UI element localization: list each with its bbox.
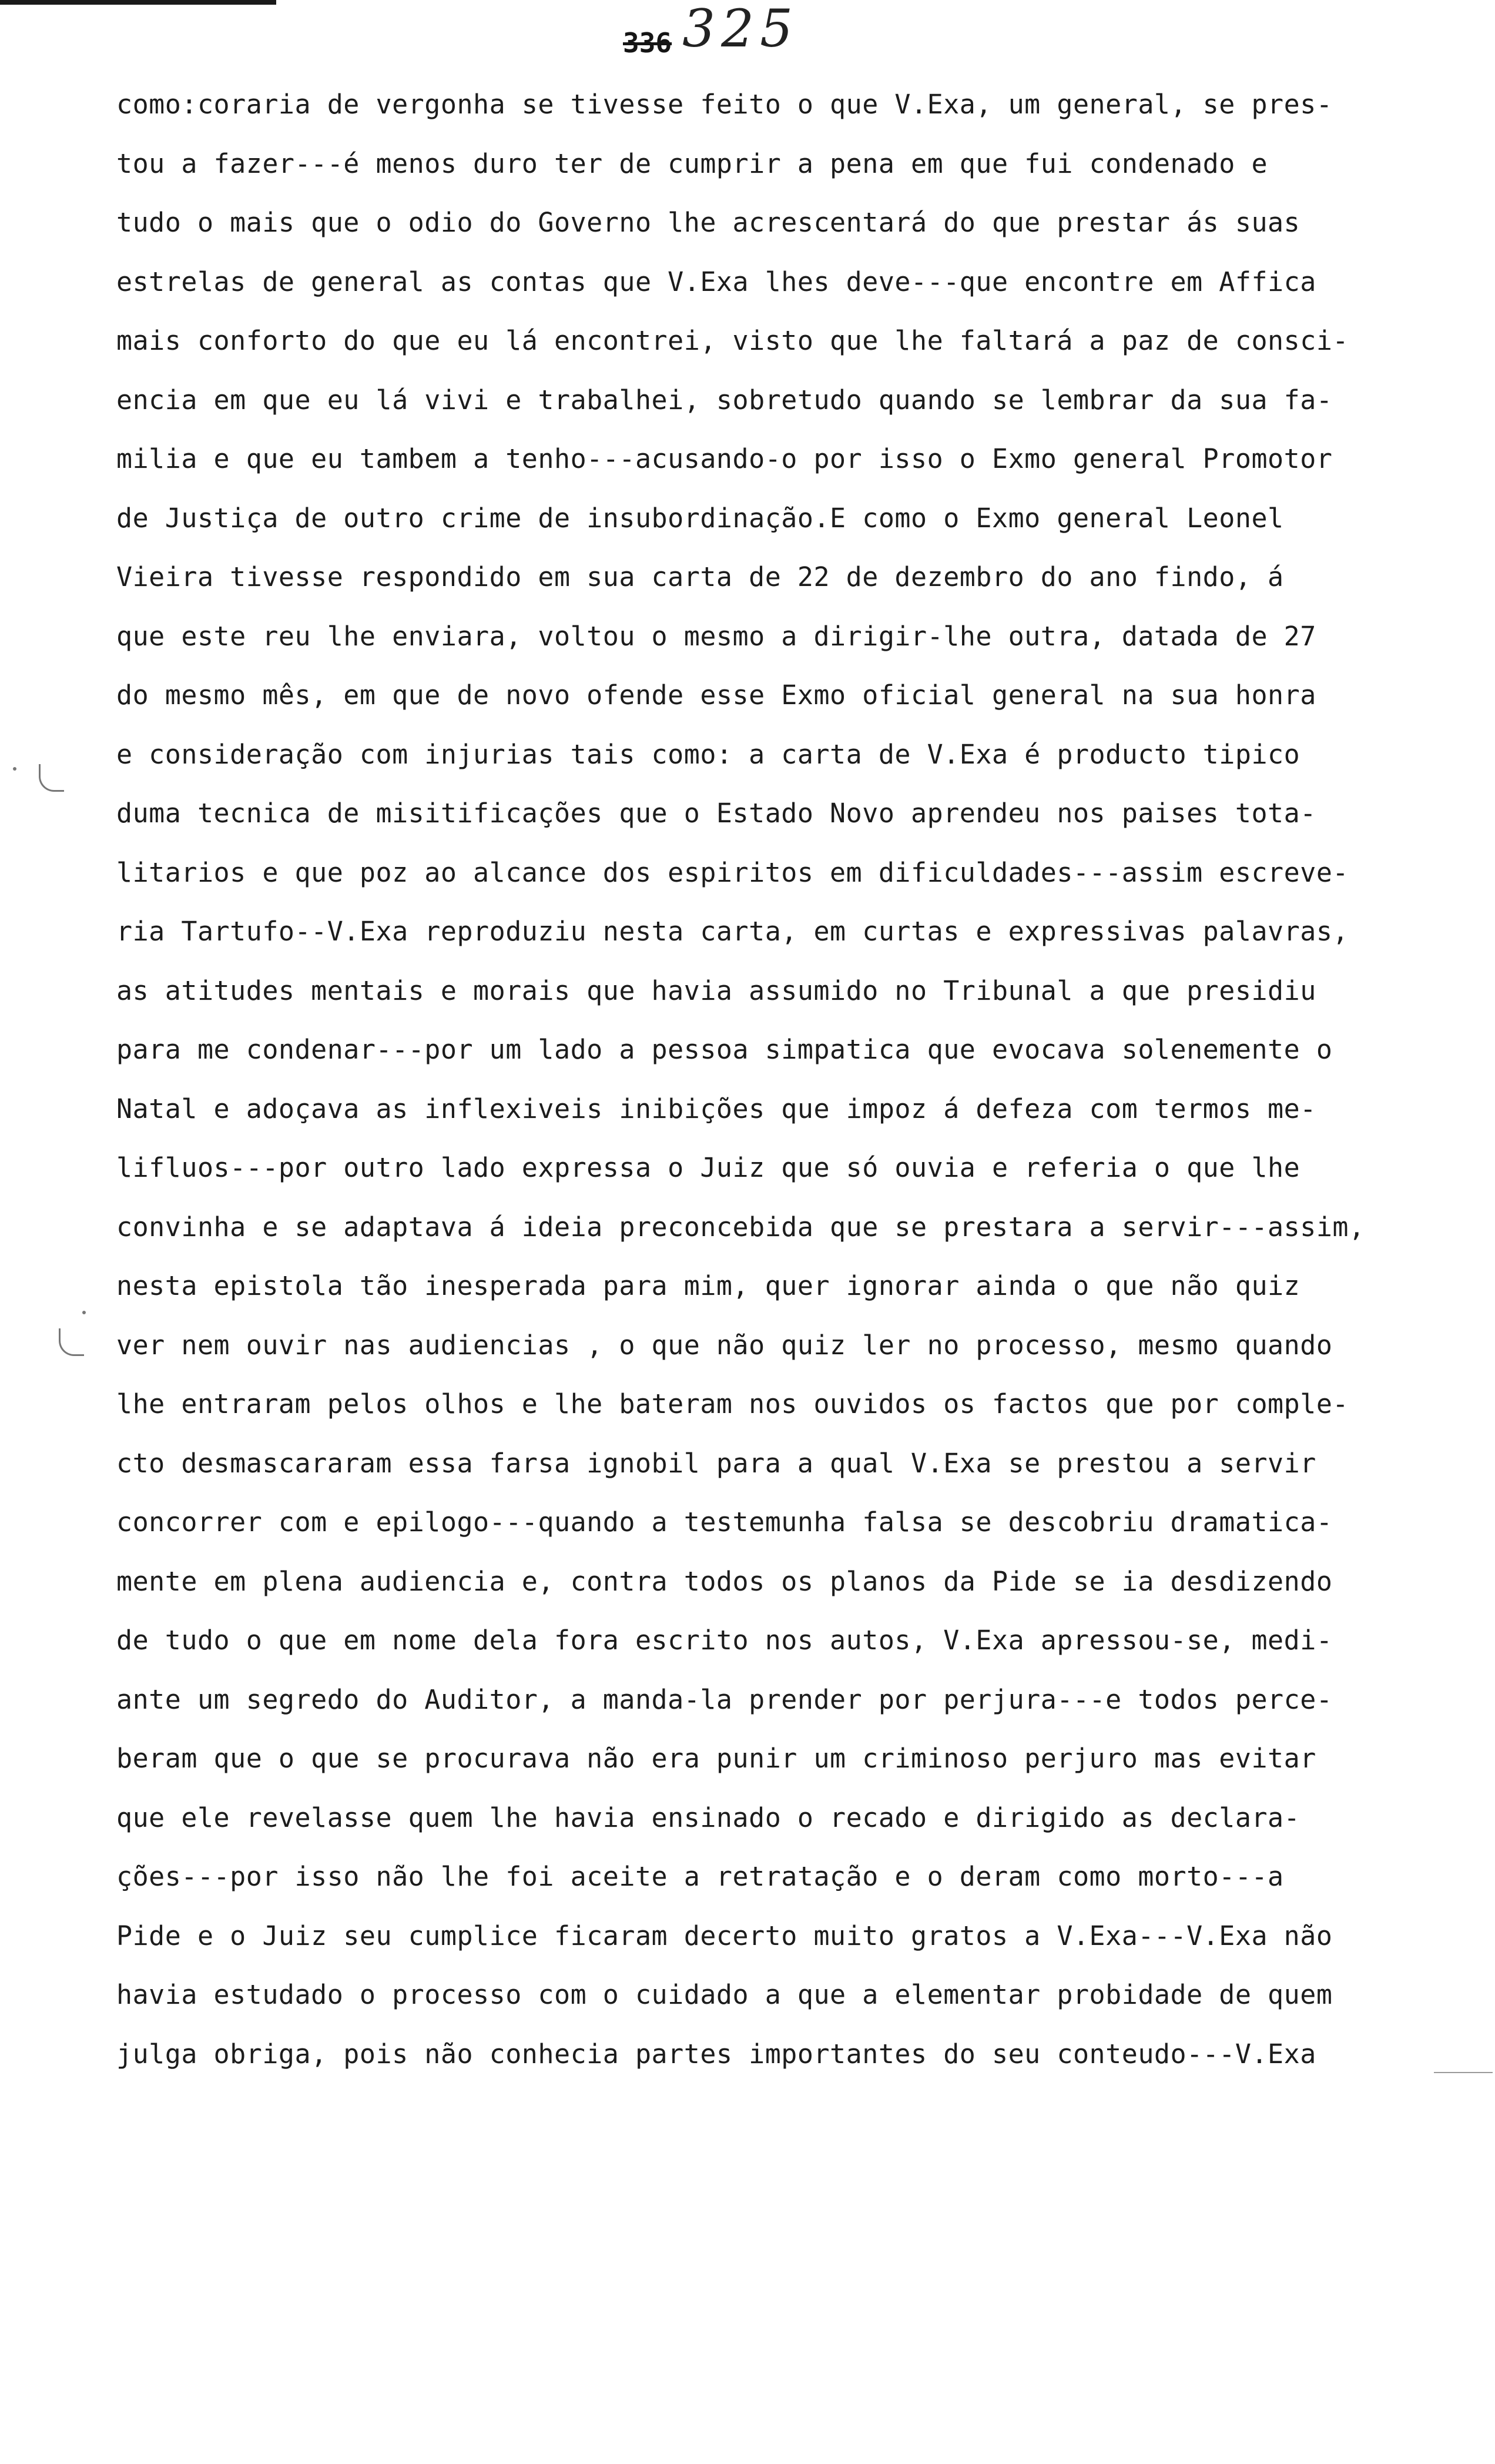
text-line: que ele revelasse quem lhe havia ensinado o recado e dirigido as declara- xyxy=(116,1802,1300,1833)
text-line: cto desmascararam essa farsa ignobil para a qual V.Exa se prestou a servir xyxy=(116,1447,1316,1479)
text-line: mente em plena audiencia e, contra todos os planos da Pide se ia desdizendo xyxy=(116,1565,1333,1597)
text-line: ções---por isso não lhe foi aceite a retratação e o deram como morto---a xyxy=(116,1861,1284,1892)
handwritten-page-number: 325 xyxy=(682,0,799,59)
struck-page-number: 336 xyxy=(623,27,672,59)
text-line: lifluos---por outro lado expressa o Juiz que só ouvia e referia o que lhe xyxy=(116,1152,1300,1183)
text-line: duma tecnica de misitificações que o Estado Novo aprendeu nos paises tota- xyxy=(116,798,1316,829)
text-line: de tudo o que em nome dela fora escrito nos autos, V.Exa apressou-se, medi- xyxy=(116,1625,1333,1656)
text-line: litarios e que poz ao alcance dos espiritos em dificuldades---assim escreve- xyxy=(116,856,1349,888)
text-line: beram que o que se procurava não era punir um criminoso perjuro mas evitar xyxy=(116,1743,1316,1774)
text-line: do mesmo mês, em que de novo ofende esse Exmo oficial general na sua honra xyxy=(116,679,1316,711)
page-number xyxy=(623,0,799,59)
text-line: nesta epistola tão inesperada para mim, quer ignorar ainda o que não quiz xyxy=(116,1270,1300,1301)
binding-hole-mark xyxy=(59,1328,84,1356)
text-line: e consideração com injurias tais como: a carta de V.Exa é producto tipico xyxy=(116,738,1300,770)
text-line: ver nem ouvir nas audiencias , o que não quiz ler no processo, mesmo quando xyxy=(116,1329,1333,1361)
binding-hole-mark xyxy=(39,764,64,792)
typed-text-body xyxy=(116,75,1474,2084)
text-line: tou a fazer---é menos duro ter de cumprir a pena em que fui condenado e xyxy=(116,148,1268,179)
text-line: convinha e se adaptava á ideia preconcebida que se prestara a servir---assim, xyxy=(116,1211,1365,1243)
text-line: tudo o mais que o odio do Governo lhe acrescentará do que prestar ás suas xyxy=(116,207,1300,238)
text-line: as atitudes mentais e morais que havia assumido no Tribunal a que presidiu xyxy=(116,975,1316,1006)
text-line: concorrer com e epilogo---quando a testemunha falsa se descobriu dramatica- xyxy=(116,1506,1333,1538)
text-line: de Justiça de outro crime de insubordinação.E como o Exmo general Leonel xyxy=(116,502,1284,534)
text-line: encia em que eu lá vivi e trabalhei, sobretudo quando se lembrar da sua fa- xyxy=(116,384,1333,416)
text-line: que este reu lhe enviara, voltou o mesmo a dirigir-lhe outra, datada de 27 xyxy=(116,620,1316,652)
text-line: Vieira tivesse respondido em sua carta de 22 de dezembro do ano findo, á xyxy=(116,561,1284,592)
top-edge-rule xyxy=(0,0,276,5)
text-line: para me condenar---por um lado a pessoa simpatica que evocava solenemente o xyxy=(116,1034,1333,1065)
binding-hole-dot xyxy=(82,1311,86,1314)
text-line: Natal e adoçava as inflexiveis inibições que impoz á defeza com termos me- xyxy=(116,1093,1316,1124)
text-line: lhe entraram pelos olhos e lhe bateram nos ouvidos os factos que por comple- xyxy=(116,1388,1349,1420)
text-line: milia e que eu tambem a tenho---acusando-o por isso o Exmo general Promotor xyxy=(116,443,1333,474)
text-line: Pide e o Juiz seu cumplice ficaram decerto muito gratos a V.Exa---V.Exa não xyxy=(116,1920,1333,1951)
text-line: havia estudado o processo com o cuidado a que a elementar probidade de quem xyxy=(116,1979,1333,2010)
continuation-dash xyxy=(1434,2072,1493,2073)
text-line: julga obriga, pois não conhecia partes importantes do seu conteudo---V.Exa xyxy=(116,2038,1316,2070)
text-line: ria Tartufo--V.Exa reproduziu nesta carta, em curtas e expressivas palavras, xyxy=(116,916,1349,947)
text-line: estrelas de general as contas que V.Exa lhes deve---que encontre em Affica xyxy=(116,266,1316,297)
text-line: ante um segredo do Auditor, a manda-la prender por perjura---e todos perce- xyxy=(116,1683,1333,1715)
text-line: mais conforto do que eu lá encontrei, visto que lhe faltará a paz de consci- xyxy=(116,325,1349,356)
binding-hole-dot xyxy=(13,767,16,771)
text-line: como:coraria de vergonha se tivesse feito o que V.Exa, um general, se pres- xyxy=(116,89,1333,120)
